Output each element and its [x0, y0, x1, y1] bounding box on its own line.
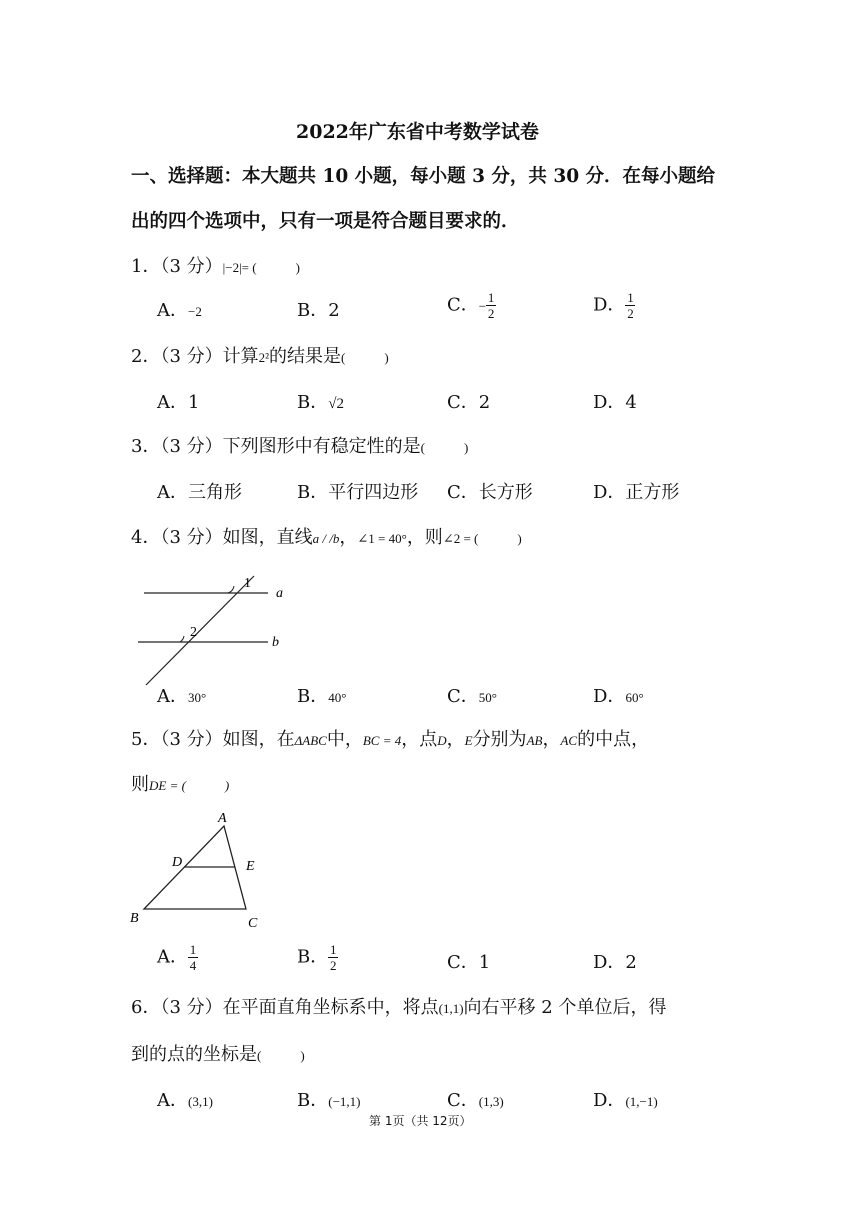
question-1-prefix: 1．（3 分） [131, 256, 223, 277]
q4-option-a: A．30° [157, 686, 207, 707]
q4-option-d: D．60° [593, 686, 644, 707]
line-b-label: b [272, 635, 279, 650]
q3-option-d: D．正方形 [593, 482, 680, 503]
page-footer: 第 1页（共 12页） [369, 1114, 472, 1128]
q1-option-a: A．−2 [157, 300, 202, 321]
question-6-line2: 到的点的坐标是( ) [131, 1044, 305, 1065]
q3-option-c: C．长方形 [447, 482, 533, 503]
question-1-math: |−2|= ( ) [222, 260, 300, 275]
page-title: 2022年广东省中考数学试卷 [296, 121, 539, 143]
q5-option-b: B． $\frac{1}{2}$ [297, 942, 337, 973]
q2-option-a: A．1 [157, 392, 200, 413]
question-3: 3．（3 分）下列图形中有稳定性的是( ) [131, 436, 469, 457]
point-d-label: D [172, 855, 183, 870]
line-a-label: a [276, 586, 283, 601]
q5-option-a: A． $\frac{1}{4}$ [157, 942, 197, 973]
q1-option-b: B．2 [297, 300, 340, 321]
q6-option-a: A．(3,1) [157, 1090, 213, 1111]
question-5-line2: 则DE = ( ) [131, 774, 230, 795]
q3-option-b: B．平行四边形 [297, 482, 419, 503]
question-4: 4．（3 分）如图，直线a / /b，∠1 = 40°，则∠2 = ( ) [131, 527, 522, 548]
q3-option-a: A．三角形 [157, 482, 242, 503]
vertex-c-label: C [248, 916, 258, 931]
q5-option-d: D．2 [593, 952, 637, 973]
question-1 [131, 252, 300, 278]
q6-option-c: C．(1,3) [447, 1090, 504, 1111]
q4-option-b: B．40° [297, 686, 347, 707]
question-5-line1: 5．（3 分）如图，在ΔABC中，BC = 4，点D，E分别为AB，AC的中点， [131, 729, 650, 750]
vertex-a-label: A [218, 811, 227, 826]
question-2: 2．（3 分）计算2²的结果是( ) [131, 346, 389, 367]
q5-option-c: C．1 [447, 952, 491, 973]
vertex-b-label: B [130, 911, 139, 926]
angle-1-label: 1 [244, 576, 251, 591]
q6-option-d: D．(1,−1) [593, 1090, 658, 1111]
triangle-figure [126, 806, 276, 934]
q1-option-d: D． $\frac{1}{2}$ [593, 290, 634, 321]
q2-option-d: D．4 [593, 392, 637, 413]
q6-option-b: B．(−1,1) [297, 1090, 361, 1111]
angle-2-label: 2 [190, 625, 197, 640]
section-heading-line2: 出的四个选项中，只有一项是符合题目要求的． [131, 211, 520, 232]
q2-option-b: B．√2 [297, 392, 344, 413]
point-e-label: E [246, 859, 255, 874]
question-6-line1: 6．（3 分）在平面直角坐标系中，将点(1,1)向右平移 2 个单位后，得 [131, 997, 667, 1018]
q4-option-c: C．50° [447, 686, 497, 707]
q2-option-c: C．2 [447, 392, 491, 413]
section-heading-line1: 一、选择题：本大题共 10 小题，每小题 3 分，共 30 分．在每小题给 [131, 166, 716, 187]
parallel-lines-figure [128, 568, 298, 688]
q1-option-c: C．− $\frac{1}{2}$ [447, 290, 495, 321]
